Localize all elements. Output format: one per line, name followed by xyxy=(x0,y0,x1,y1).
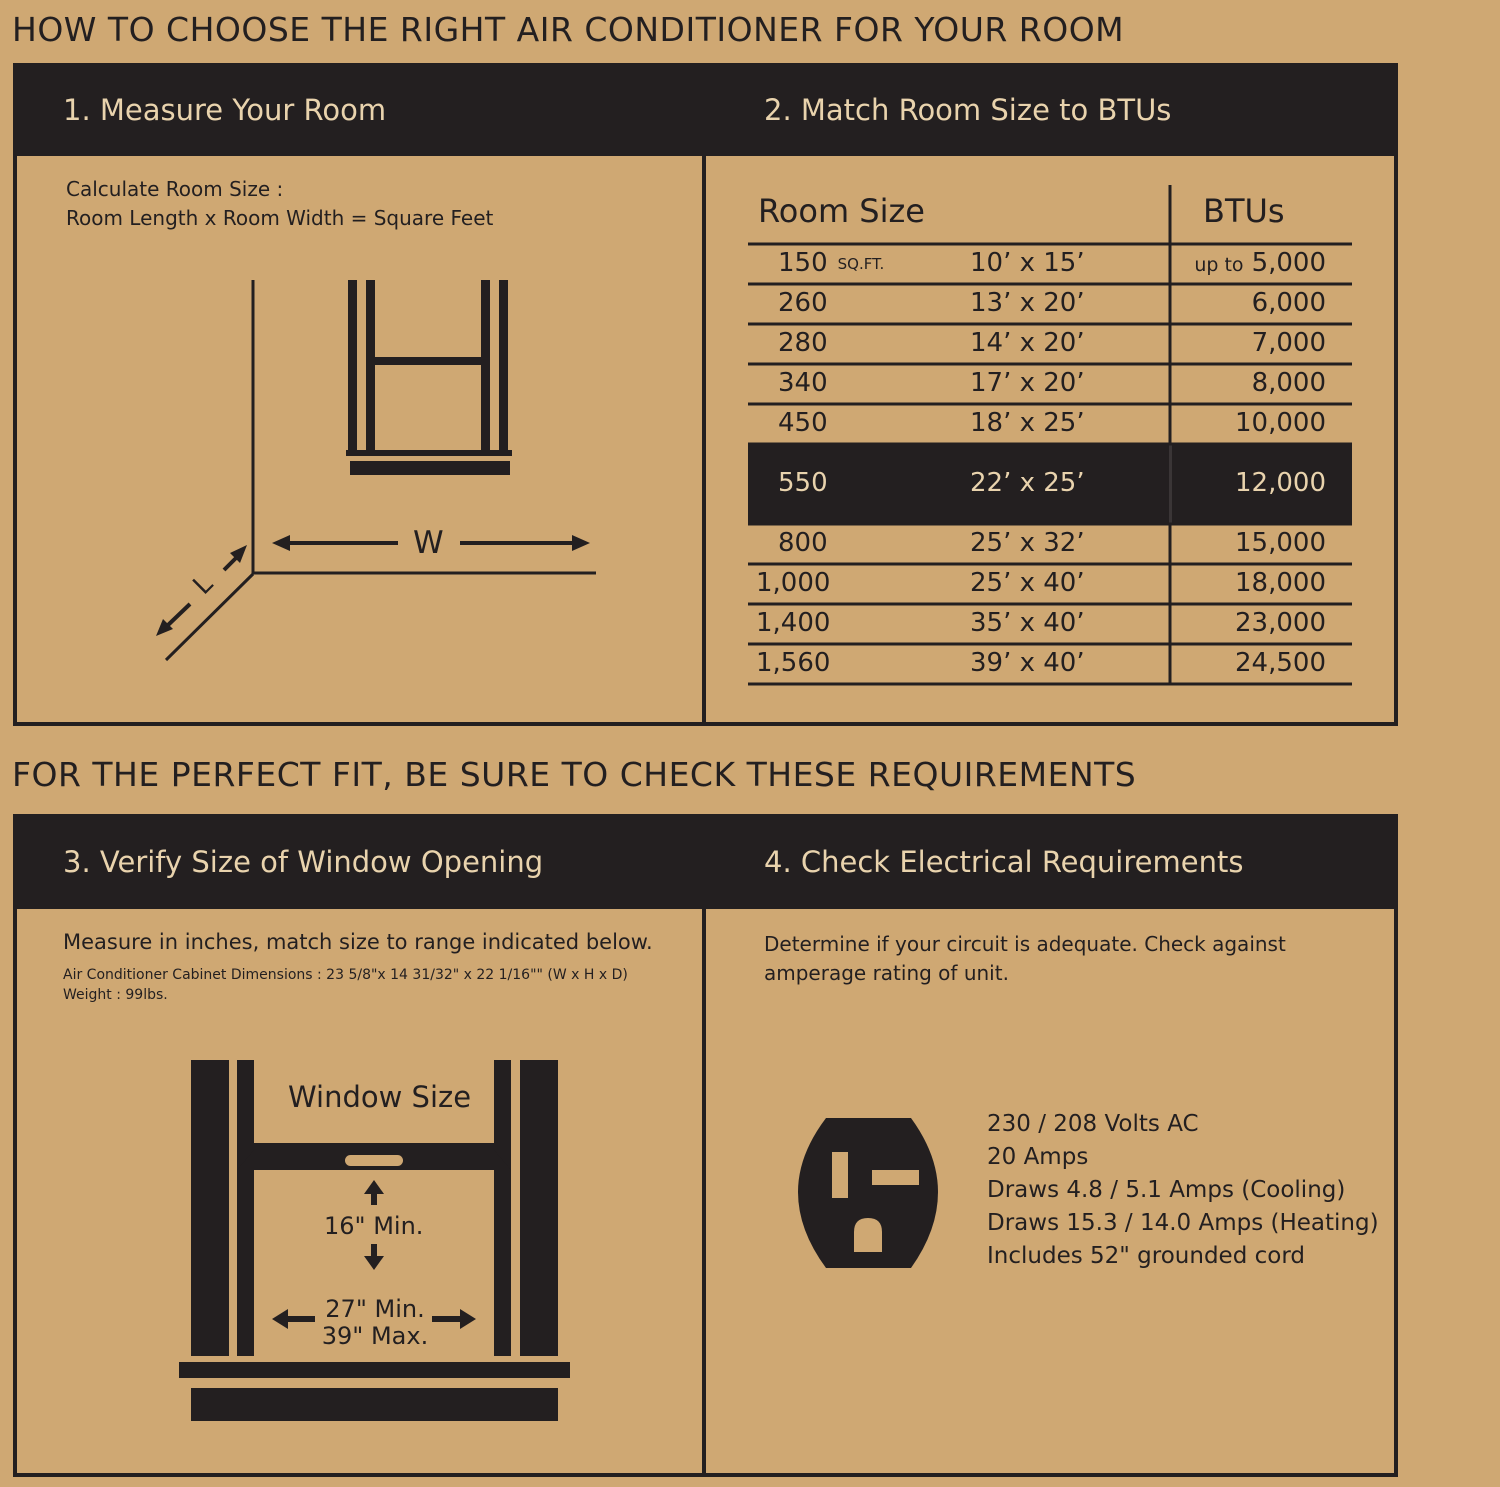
step3-instruction: Measure in inches, match size to range indicated below. xyxy=(63,930,653,954)
row-btu: 6,000 xyxy=(1251,288,1326,318)
width-label: W xyxy=(413,525,444,561)
row-dimensions: 17’ x 20’ xyxy=(970,368,1085,398)
row-btu: 18,000 xyxy=(1235,568,1326,598)
window-size-label: Window Size xyxy=(288,1080,472,1114)
spec-amps: 20 Amps xyxy=(987,1144,1089,1170)
row-sqft: 280 xyxy=(778,328,828,358)
section-title: FOR THE PERFECT FIT, BE SURE TO CHECK THESE REQUIREMENTS xyxy=(12,755,1137,794)
row-sqft: 450 xyxy=(778,408,828,438)
row-dimensions: 10’ x 15’ xyxy=(970,248,1085,278)
row-dimensions: 35’ x 40’ xyxy=(970,608,1085,638)
sqft-unit: SQ.FT. xyxy=(837,254,885,273)
row-btu: 8,000 xyxy=(1251,368,1326,398)
row-btu: 24,500 xyxy=(1235,648,1326,678)
row-dimensions: 39’ x 40’ xyxy=(970,648,1085,678)
step4-title: 4. Check Electrical Requirements xyxy=(764,844,1244,879)
row-sqft: 340 xyxy=(778,368,828,398)
row-btu: 10,000 xyxy=(1235,408,1326,438)
row-dimensions: 14’ x 20’ xyxy=(970,328,1085,358)
upto-label: up to xyxy=(1194,254,1244,276)
row-dimensions: 25’ x 40’ xyxy=(970,568,1085,598)
row-sqft: 1,400 xyxy=(756,608,831,638)
spec-cooling-draw: Draws 4.8 / 5.1 Amps (Cooling) xyxy=(987,1177,1346,1203)
row-dimensions: 25’ x 32’ xyxy=(970,528,1085,558)
electrical-specs xyxy=(987,1108,1379,1273)
row-btu: 15,000 xyxy=(1235,528,1326,558)
row-dimensions: 13’ x 20’ xyxy=(970,288,1085,318)
row-sqft: 1,000 xyxy=(756,568,831,598)
row-btu: 23,000 xyxy=(1235,608,1326,638)
page-title: HOW TO CHOOSE THE RIGHT AIR CONDITIONER FOR YOUR ROOM xyxy=(12,10,1125,49)
row-sqft: 800 xyxy=(778,528,828,558)
min-width-label: 27" Min. xyxy=(325,1295,425,1323)
spec-cord: Includes 52" grounded cord xyxy=(987,1243,1305,1269)
step2-title: 2. Match Room Size to BTUs xyxy=(764,92,1172,127)
step1-title: 1. Measure Your Room xyxy=(63,92,387,127)
row-btu: up to 5,000 xyxy=(1194,248,1326,278)
step3-title: 3. Verify Size of Window Opening xyxy=(63,844,544,879)
row-dimensions: 22’ x 25’ xyxy=(970,468,1085,498)
unit-weight: Weight : 99lbs. xyxy=(63,987,168,1003)
row-sqft: 1,560 xyxy=(756,648,831,678)
min-height-label: 16" Min. xyxy=(324,1212,424,1240)
spec-voltage: 230 / 208 Volts AC xyxy=(987,1111,1199,1137)
step4-line1: Determine if your circuit is adequate. Check against xyxy=(764,932,1286,956)
row-sqft: 150 SQ.FT. xyxy=(778,248,885,278)
highlighted-row-divider xyxy=(1169,444,1172,524)
length-label: L xyxy=(187,569,219,601)
row-sqft: 260 xyxy=(778,288,828,318)
row-sqft: 550 xyxy=(778,468,828,498)
row-dimensions: 18’ x 25’ xyxy=(970,408,1085,438)
row-btu: 12,000 xyxy=(1235,468,1326,498)
step1-line2: Room Length x Room Width = Square Feet xyxy=(66,206,494,230)
max-width-label: 39" Max. xyxy=(321,1322,429,1350)
row-btu: 7,000 xyxy=(1251,328,1326,358)
col-header-room-size: Room Size xyxy=(758,192,925,230)
width-range-label xyxy=(320,1296,430,1350)
step1-line1: Calculate Room Size : xyxy=(66,177,284,201)
col-header-btus: BTUs xyxy=(1203,192,1285,230)
cabinet-dimensions: Air Conditioner Cabinet Dimensions : 23 5/8"x 14 31/32" x 22 1/16"" (W x H x D) xyxy=(63,967,628,983)
step4-line2: amperage rating of unit. xyxy=(764,961,1009,985)
spec-heating-draw: Draws 15.3 / 14.0 Amps (Heating) xyxy=(987,1210,1379,1236)
